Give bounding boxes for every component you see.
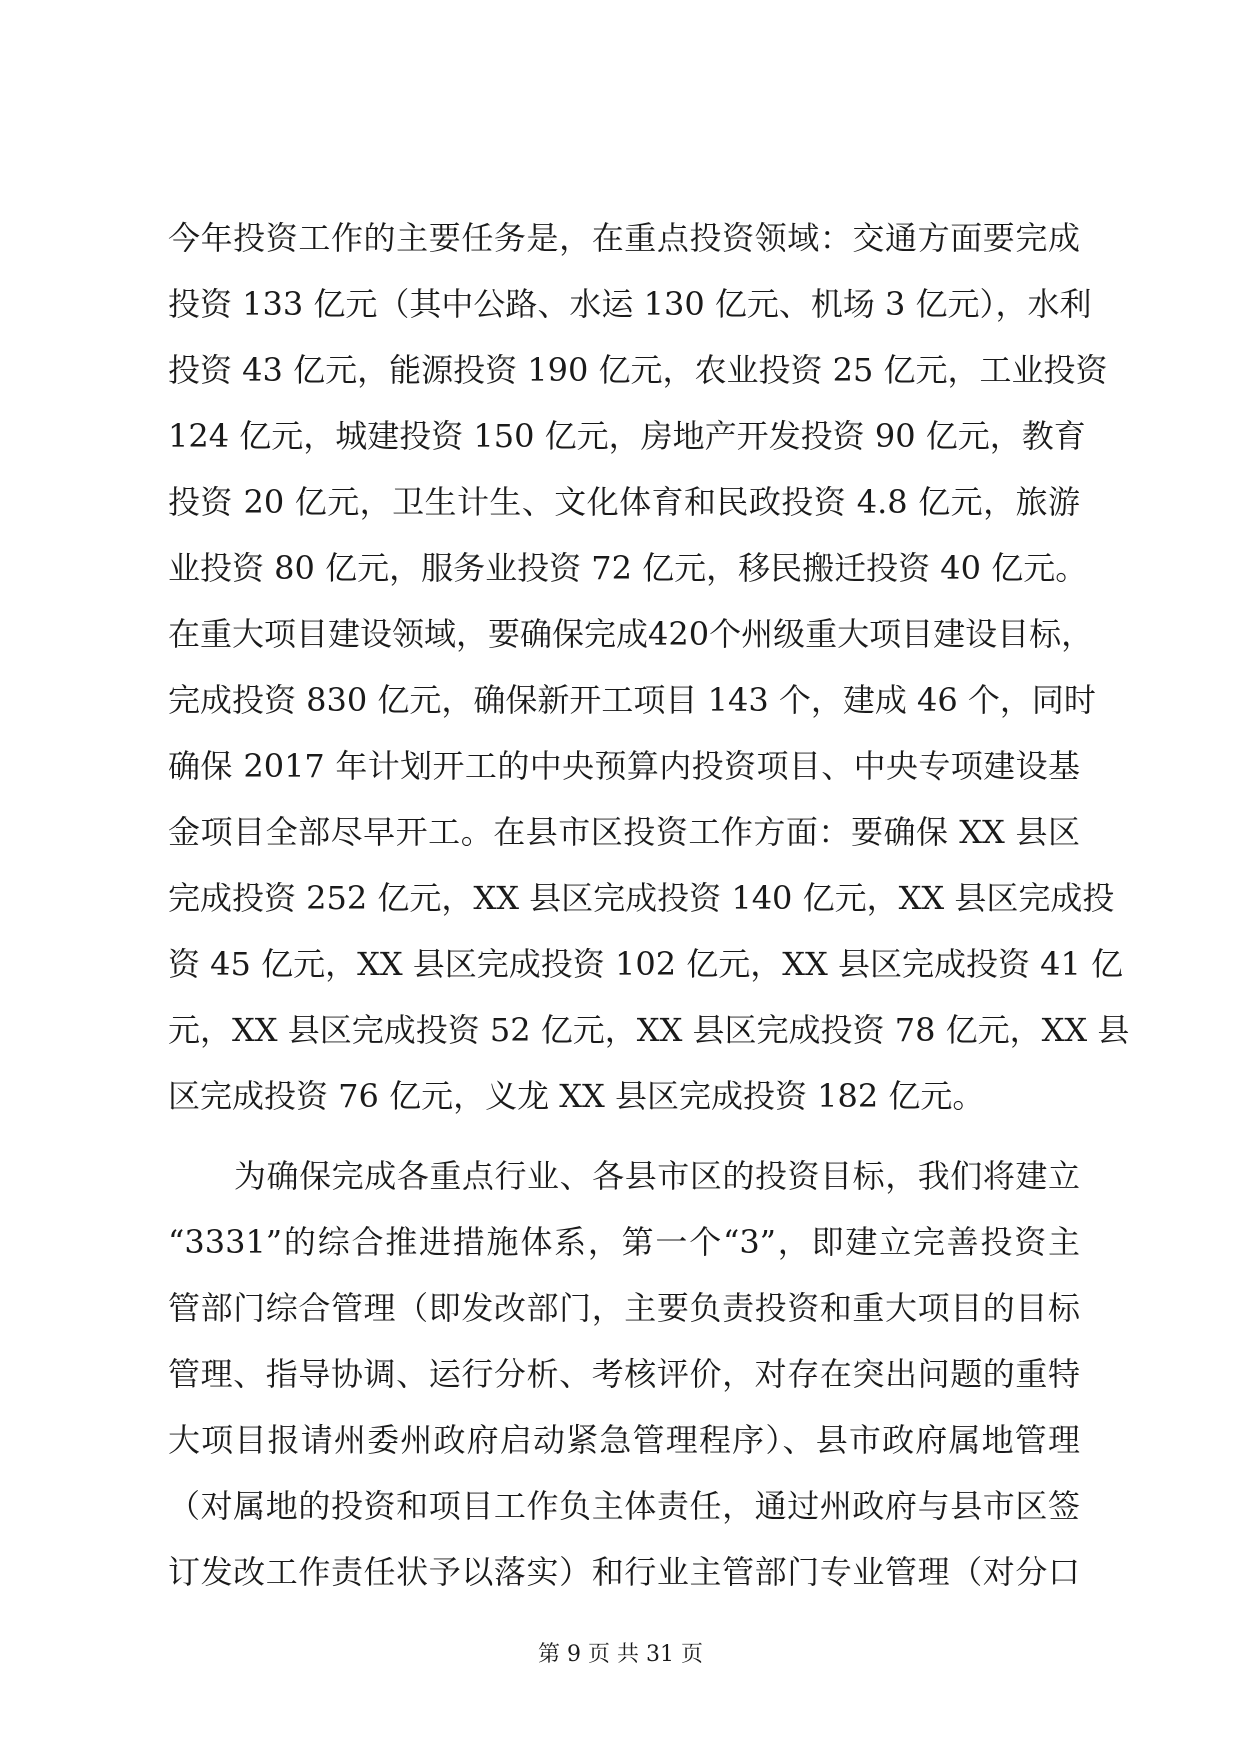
text-line: 管部门综合管理（即发改部门，主要负责投资和重大项目的目标 [168, 1289, 1080, 1327]
text-line: 确保 2017 年计划开工的中央预算内投资项目、中央专项建设基 [168, 747, 1080, 785]
text-line: 投资 43 亿元，能源投资 190 亿元，农业投资 25 亿元，工业投资 [168, 351, 1108, 389]
text-line: 大项目报请州委州政府启动紧急管理程序）、县市政府属地管理 [168, 1421, 1080, 1459]
text-line: “3331”的综合推进措施体系，第一个“3”，即建立完善投资主 [168, 1223, 1080, 1261]
page-number-footer: 第 9 页 共 31 页 [538, 1642, 703, 1667]
text-line: 资 45 亿元，XX 县区完成投资 102 亿元，XX 县区完成投资 41 亿 [168, 945, 1124, 983]
text-line: （对属地的投资和项目工作负主体责任，通过州政府与县市区签 [168, 1487, 1080, 1525]
text-line: 金项目全部尽早开工。在县市区投资工作方面：要确保 XX 县区 [168, 813, 1080, 851]
text-line: 今年投资工作的主要任务是，在重点投资领域：交通方面要完成 [168, 219, 1080, 257]
body-text [168, 205, 1130, 1605]
text-line: 124 亿元，城建投资 150 亿元，房地产开发投资 90 亿元，教育 [168, 417, 1086, 455]
text-line: 区完成投资 76 亿元，义龙 XX 县区完成投资 182 亿元。 [168, 1077, 985, 1115]
text-line: 元，XX 县区完成投资 52 亿元，XX 县区完成投资 78 亿元，XX 县 [168, 1011, 1130, 1049]
text-line: 完成投资 252 亿元，XX 县区完成投资 140 亿元，XX 县区完成投 [168, 879, 1115, 917]
text-line: 投资 20 亿元，卫生计生、文化体育和民政投资 4.8 亿元，旅游 [168, 483, 1080, 521]
text-line: 为确保完成各重点行业、各县市区的投资目标，我们将建立 [234, 1157, 1080, 1195]
text-line: 投资 133 亿元（其中公路、水运 130 亿元、机场 3 亿元），水利 [168, 285, 1092, 323]
text-line: 完成投资 830 亿元，确保新开工项目 143 个，建成 46 个，同时 [168, 681, 1096, 719]
text-line: 订发改工作责任状予以落实）和行业主管部门专业管理（对分口 [168, 1553, 1080, 1591]
text-line: 业投资 80 亿元，服务业投资 72 亿元，移民搬迁投资 40 亿元。 [168, 549, 1088, 587]
text-line: 在重大项目建设领域，要确保完成420个州级重大项目建设目标， [168, 615, 1094, 653]
text-line: 管理、指导协调、运行分析、考核评价，对存在突出问题的重特 [168, 1355, 1080, 1393]
